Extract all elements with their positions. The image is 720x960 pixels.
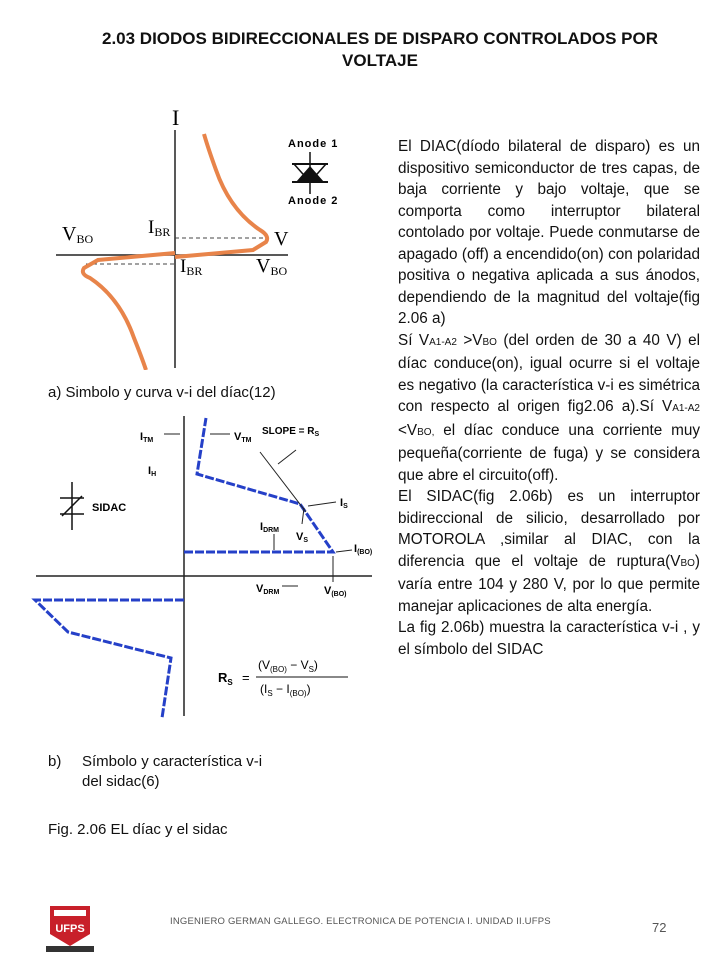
caption-b-line-1: Símbolo y característica v-i: [82, 753, 263, 770]
sidac-vs-label: VS: [296, 531, 309, 544]
page-title: [40, 28, 720, 72]
sidac-is-arrow: [308, 502, 336, 506]
caption-b: [48, 752, 348, 792]
diac-symbol: [292, 152, 328, 194]
sidac-slope-dash: [278, 450, 296, 464]
sidac-positive-curve: [184, 418, 333, 552]
page-number: 72: [652, 920, 667, 935]
caption-b-marker: b): [48, 753, 62, 770]
svg-text:(IS − I(BO)): $(I_S - I_{(BO)})$: [260, 682, 311, 698]
sidac-slope-label: SLOPE = $R_S$: [262, 426, 320, 438]
paragraph-1: El DIAC(díodo bilateral de disparo) es un dispositivo semiconductor de tres capas, de baja corriente y bajo voltaje, que se comporta como interruptor bilateral contolado por voltaje. Puede conmutarse de apagado (off) a encendido(on) con polaridad positiva o negativa aplicada a sus ánodos, dependiendo de la magnitud del voltaje(fig 2.06 a): [398, 138, 700, 327]
svg-text:RS: $R_S$: [218, 670, 233, 687]
diac-figure: [48, 100, 378, 370]
sidac-vbo-label: V(BO): [324, 585, 347, 598]
sidac-slope-line: [260, 452, 306, 512]
sidac-formula: [218, 658, 348, 698]
caption-b-line-2: del sidac(6): [82, 773, 160, 790]
ufps-logo: [42, 902, 98, 954]
logo-text: UFPS: [55, 923, 85, 935]
svg-text:=: =: [242, 670, 250, 685]
sidac-ibo-arrow: [336, 550, 352, 552]
paragraph-4: La fig 2.06b) muestra la característica v-i , y el símbolo del SIDAC: [398, 619, 700, 658]
caption-a: a) Simbolo y curva v-i del díac(12): [48, 384, 276, 401]
sidac-ih-label: IH: [148, 465, 157, 478]
sidac-vtm-label: VTM: [234, 431, 252, 444]
sidac-is-label: IS: [340, 497, 348, 510]
sidac-figure: [30, 412, 382, 720]
paragraph-2: Sí VA1-A2 >VBO (del orden de 30 a 40 V) el díac conduce(on), igual ocurre si el voltaje es negativo (la característica v-i es simétrica con respecto al origen fig2.06 a).Sí VA1-A2 <VBO, el díac conduce una corriente muy pequeña(corriente de fuga) y se considera que abre el circuito(off).: [398, 331, 701, 484]
diac-vbo-left-label: VBO: [62, 223, 94, 246]
paragraph-3: El SIDAC(fig 2.06b) es un interruptor bidireccional de silicio, desarrollado por MOTOROLA ,similar al DIAC, con la diferencia que el voltaje de ruptura(VBO) varía entre 104 y 280 V, por lo que permite manejar aplicaciones de alta energía.: [398, 488, 700, 615]
sidac-symbol: [60, 482, 84, 530]
footer-text: INGENIERO GERMAN GALLEGO. ELECTRONICA DE POTENCIA I. UNIDAD II.UFPS: [170, 916, 551, 927]
diac-anode1-label: Anode 1: [288, 138, 339, 150]
diac-i-axis-label: I: [172, 105, 180, 130]
sidac-vdrm-label: VDRM: [256, 583, 280, 596]
title-line-1: 2.03 DIODOS BIDIRECCIONALES DE DISPARO CONTROLADOS POR: [101, 29, 659, 48]
diac-v-axis-label: V: [274, 228, 289, 250]
body-text: [398, 136, 700, 660]
sidac-negative-curve: [35, 600, 184, 718]
caption-fig: Fig. 2.06 EL díac y el sidac: [48, 821, 228, 838]
diac-ibr-bottom-label: IBR: [180, 256, 203, 278]
diac-negative-curve: [83, 253, 175, 370]
sidac-idrm-label: IDRM: [260, 521, 280, 534]
sidac-symbol-label: SIDAC: [92, 502, 127, 514]
title-line-2: VOLTAJE: [342, 51, 418, 70]
diac-vbo-right-label: VBO: [256, 255, 288, 278]
diac-ibr-top-label: IBR: [148, 217, 171, 239]
svg-text:(V(BO) − VS): $(V_{(BO)} - V_S)$: [258, 658, 318, 674]
diac-positive-curve: [175, 134, 267, 257]
sidac-itm-label: ITM: [140, 431, 154, 444]
sidac-ibo-label: I(BO): [354, 543, 373, 556]
diac-anode2-label: Anode 2: [288, 195, 339, 207]
